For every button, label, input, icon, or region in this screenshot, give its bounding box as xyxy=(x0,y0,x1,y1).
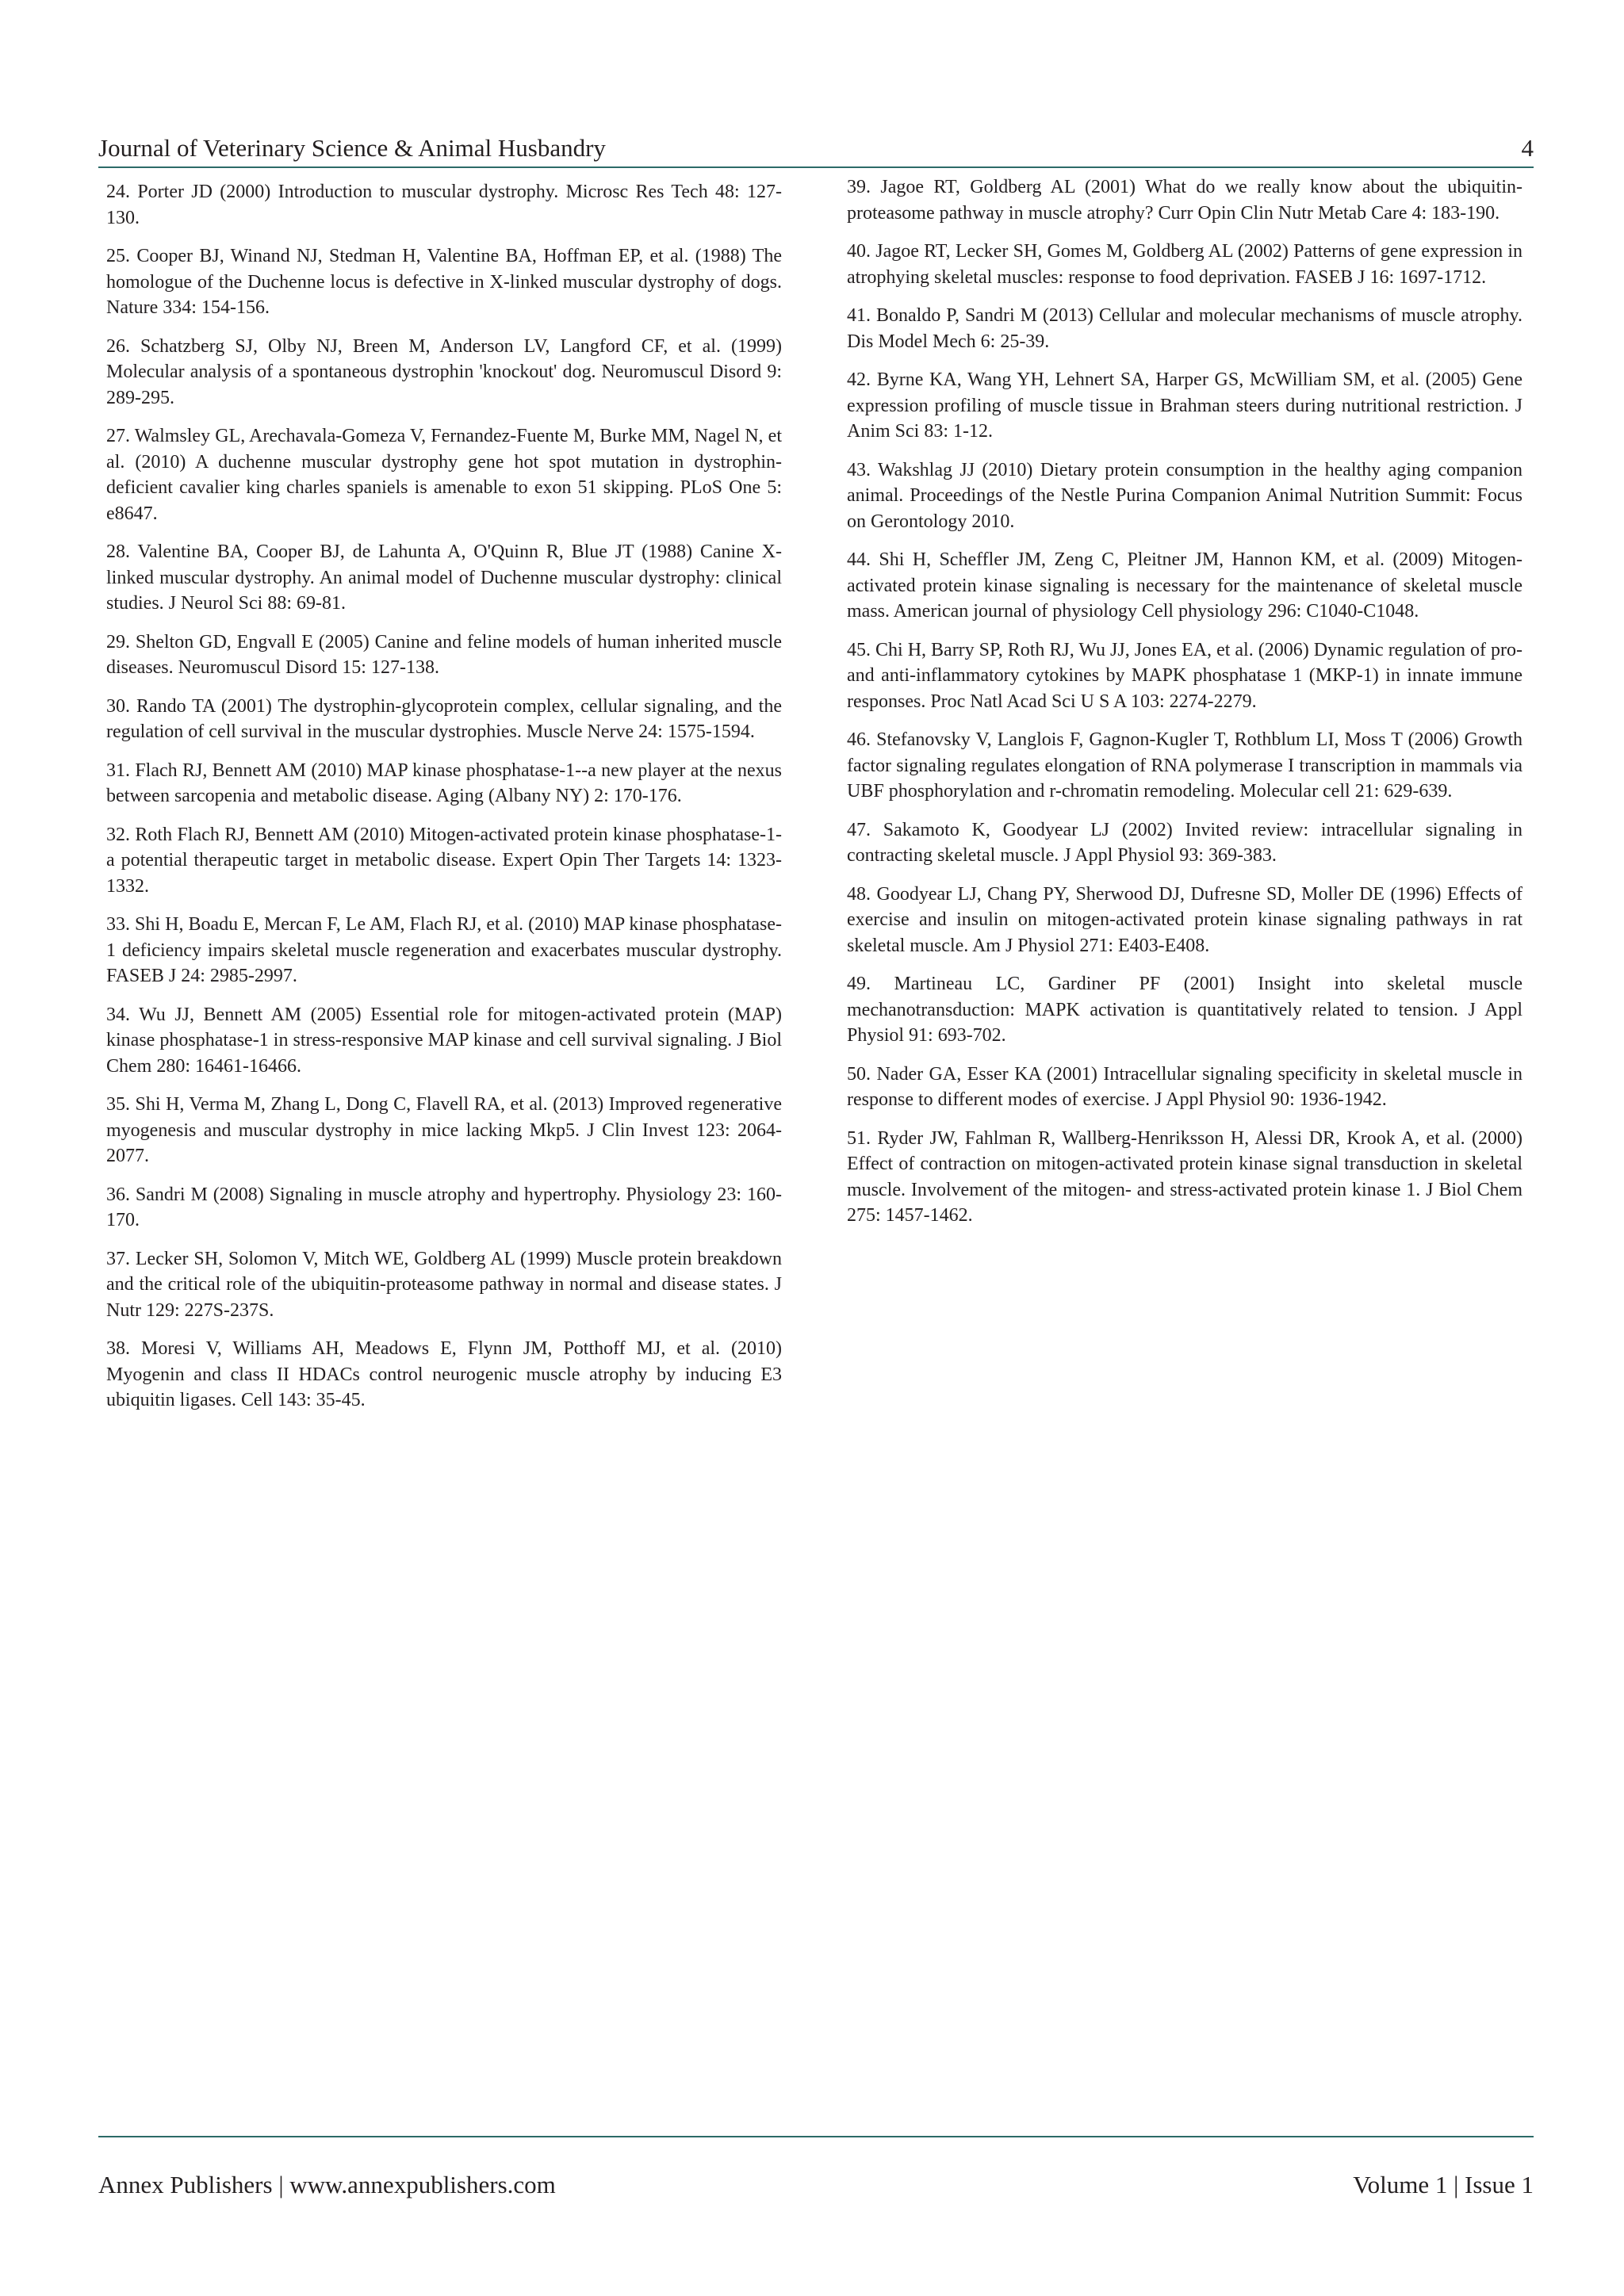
reference-48: 48. Goodyear LJ, Chang PY, Sherwood DJ, Dufresne SD, Moller DE (1996) Effects of exercise and insulin on mitogen-activated protein kinase signaling pathways in rat skeletal muscle. Am J Physiol 271: E403-E408. xyxy=(847,883,1522,956)
reference-46: 46. Stefanovsky V, Langlois F, Gagnon-Kugler T, Rothblum LI, Moss T (2006) Growth factor signaling regulates elongation of RNA polymerase I transcription in mammals via UBF phosphorylation and r-chromatin remodeling. Molecular cell 21: 629-639. xyxy=(847,729,1522,802)
reference-32: 32. Roth Flach RJ, Bennett AM (2010) Mitogen-activated protein kinase phosphatase-1- a potential therapeutic target in metabolic disease. Expert Opin Ther Targets 14: 1323-1332. xyxy=(106,824,782,897)
reference-33: 33. Shi H, Boadu E, Mercan F, Le AM, Flach RJ, et al. (2010) MAP kinase phosphatase-1 deficiency impairs skeletal muscle regeneration and exacerbates muscular dystrophy. FASEB J 24: 2985-2997. xyxy=(106,914,782,986)
reference-24: 24. Porter JD (2000) Introduction to muscular dystrophy. Microsc Res Tech 48: 127-130. xyxy=(106,182,782,228)
page-footer xyxy=(98,2166,1534,2204)
page-number: 4 xyxy=(1521,134,1534,162)
reference-29: 29. Shelton GD, Engvall E (2005) Canine and feline models of human inherited muscle diseases. Neuromuscul Disord 15: 127-138. xyxy=(106,631,782,678)
references-column-left xyxy=(106,179,782,1426)
reference-50: 50. Nader GA, Esser KA (2001) Intracellular signaling specificity in skeletal muscle in response to different modes of exercise. J Appl Physiol 90: 1936-1942. xyxy=(847,1063,1522,1110)
reference-49: 49. Martineau LC, Gardiner PF (2001) Insight into skeletal muscle mechanotransduction: MAPK activation is quantitatively related to tension. J Appl Physiol 91: 693-702. xyxy=(847,974,1522,1046)
reference-41: 41. Bonaldo P, Sandri M (2013) Cellular and molecular mechanisms of muscle atrophy. Dis Model Mech 6: 25-39. xyxy=(847,305,1522,352)
reference-47: 47. Sakamoto K, Goodyear LJ (2002) Invited review: intracellular signaling in contracting skeletal muscle. J Appl Physiol 93: 369-383. xyxy=(847,819,1522,866)
reference-38: 38. Moresi V, Williams AH, Meadows E, Flynn JM, Potthoff MJ, et al. (2010) Myogenin and class II HDACs control neurogenic muscle atrophy by inducing E3 ubiquitin ligases. Cell 143: 35-45. xyxy=(106,1338,782,1410)
footer-rule xyxy=(98,2136,1534,2137)
reference-25: 25. Cooper BJ, Winand NJ, Stedman H, Valentine BA, Hoffman EP, et al. (1988) The homologue of the Duchenne locus is defective in X-linked muscular dystrophy of dogs. Nature 334: 154-156. xyxy=(106,246,782,318)
journal-title: Journal of Veterinary Science & Animal Husbandry xyxy=(98,134,606,162)
volume-issue: Volume 1 | Issue 1 xyxy=(1353,2171,1534,2198)
header-rule xyxy=(98,166,1534,168)
reference-39: 39. Jagoe RT, Goldberg AL (2001) What do we really know about the ubiquitin-proteasome pathway in muscle atrophy? Curr Opin Clin Nutr Metab Care 4: 183-190. xyxy=(847,177,1522,224)
reference-27: 27. Walmsley GL, Arechavala-Gomeza V, Fernandez-Fuente M, Burke MM, Nagel N, et al. (2010) A duchenne muscular dystrophy gene hot spot mutation in dystrophin-deficient cavalier king charles spaniels is amenable to exon 51 skipping. PLoS One 5: e8647. xyxy=(106,426,782,524)
reference-35: 35. Shi H, Verma M, Zhang L, Dong C, Flavell RA, et al. (2013) Improved regenerative myogenesis and muscular dystrophy in mice lacking Mkp5. J Clin Invest 123: 2064-2077. xyxy=(106,1094,782,1166)
references-column-right xyxy=(847,174,1522,1242)
reference-36: 36. Sandri M (2008) Signaling in muscle atrophy and hypertrophy. Physiology 23: 160-170. xyxy=(106,1184,782,1230)
reference-51: 51. Ryder JW, Fahlman R, Wallberg-Henriksson H, Alessi DR, Krook A, et al. (2000) Effect of contraction on mitogen-activated protein kinase signal transduction in skeletal muscle. Involvement of the mitogen- and stress-activated protein kinase 1. J Biol Chem 275: 1457-1462. xyxy=(847,1127,1522,1226)
reference-28: 28. Valentine BA, Cooper BJ, de Lahunta A, O'Quinn R, Blue JT (1988) Canine X-linked muscular dystrophy. An animal model of Duchenne muscular dystrophy: clinical studies. J Neurol Sci 88: 69-81. xyxy=(106,541,782,614)
reference-40: 40. Jagoe RT, Lecker SH, Gomes M, Goldberg AL (2002) Patterns of gene expression in atrophying skeletal muscles: response to food deprivation. FASEB J 16: 1697-1712. xyxy=(847,241,1522,288)
reference-44: 44. Shi H, Scheffler JM, Zeng C, Pleitner JM, Hannon KM, et al. (2009) Mitogen-activated protein kinase signaling is necessary for the maintenance of skeletal muscle mass. American journal of physiology Cell physiology 296: C1040-C1048. xyxy=(847,549,1522,622)
reference-34: 34. Wu JJ, Bennett AM (2005) Essential role for mitogen-activated protein (MAP) kinase phosphatase-1 in stress-responsive MAP kinase and cell survival signaling. J Biol Chem 280: 16461-16466. xyxy=(106,1004,782,1077)
reference-43: 43. Wakshlag JJ (2010) Dietary protein consumption in the healthy aging companion animal. Proceedings of the Nestle Purina Companion Animal Nutrition Summit: Focus on Gerontology 2010. xyxy=(847,459,1522,532)
reference-37: 37. Lecker SH, Solomon V, Mitch WE, Goldberg AL (1999) Muscle protein breakdown and the critical role of the ubiquitin-proteasome pathway in normal and disease states. J Nutr 129: 227S-237S. xyxy=(106,1248,782,1321)
reference-30: 30. Rando TA (2001) The dystrophin-glycoprotein complex, cellular signaling, and the regulation of cell survival in the muscular dystrophies. Muscle Nerve 24: 1575-1594. xyxy=(106,695,782,742)
page-header xyxy=(98,129,1534,167)
reference-45: 45. Chi H, Barry SP, Roth RJ, Wu JJ, Jones EA, et al. (2006) Dynamic regulation of pro- and anti-inflammatory cytokines by MAPK phosphatase 1 (MKP-1) in innate immune responses. Proc Natl Acad Sci U S A 103: 2274-2279. xyxy=(847,639,1522,712)
publisher-info: Annex Publishers | www.annexpublishers.com xyxy=(98,2171,556,2198)
reference-26: 26. Schatzberg SJ, Olby NJ, Breen M, Anderson LV, Langford CF, et al. (1999) Molecular analysis of a spontaneous dystrophin 'knockout' dog. Neuromuscul Disord 9: 289-295. xyxy=(106,335,782,408)
reference-31: 31. Flach RJ, Bennett AM (2010) MAP kinase phosphatase-1--a new player at the nexus between sarcopenia and metabolic disease. Aging (Albany NY) 2: 170-176. xyxy=(106,760,782,806)
reference-42: 42. Byrne KA, Wang YH, Lehnert SA, Harper GS, McWilliam SM, et al. (2005) Gene expression profiling of muscle tissue in Brahman steers during nutritional restriction. J Anim Sci 83: 1-12. xyxy=(847,369,1522,442)
